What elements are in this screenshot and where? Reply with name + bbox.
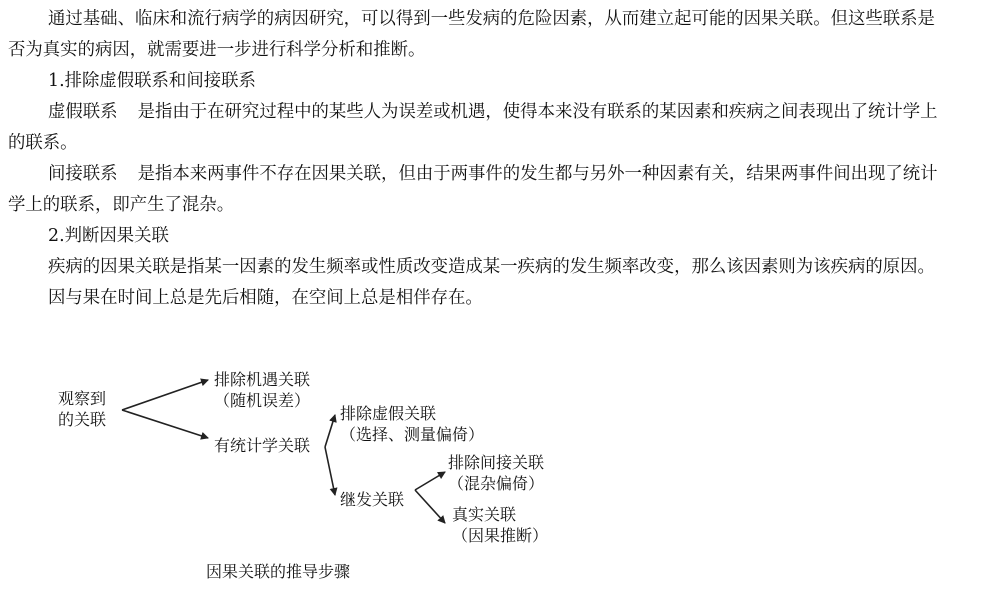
arrow-root-to-statistical <box>122 410 208 438</box>
arrow-secondary-to-true <box>415 490 445 523</box>
term-false-association: 虚假联系 <box>48 102 118 122</box>
causal-inference-diagram <box>40 355 620 595</box>
node-exclude-false: 排除虚假关联 （选择、测量偏倚） <box>340 404 485 444</box>
definition-indirect-association: 是指本来两事件不存在因果关联，但由于两事件的发生都与另外一种因素有关，结果两事件间出现了统计学上的联系，即产生了混杂。 <box>8 164 938 215</box>
paragraph-indirect-association <box>8 159 948 221</box>
node-statistical-association: 有统计学关联 <box>214 436 311 455</box>
paragraph-time-space: 因与果在时间上总是先后相随，在空间上总是相伴存在。 <box>48 288 483 308</box>
arrow-statistical-to-exclude-false <box>325 415 335 447</box>
paragraph-intro: 通过基础、临床和流行病学的病因研究，可以得到一些发病的危险因素，从而建立起可能的因果关联。但这些联系是否为真实的病因，就需要进一步进行科学分析和推断。 <box>8 9 935 60</box>
paragraph-causal-definition: 疾病的因果关联是指某一因素的发生频率或性质改变造成某一疾病的发生频率改变，那么该因素则为该疾病的原因。 <box>48 257 935 277</box>
node-observed-association: 观察到 的关联 <box>58 389 107 429</box>
arrow-root-to-exclude-chance <box>122 380 208 410</box>
node-secondary-association: 继发关联 <box>340 490 405 509</box>
paragraph-false-association <box>8 97 948 159</box>
node-true-association: 真实关联 （因果推断） <box>452 505 549 545</box>
arrow-secondary-to-exclude-indirect <box>415 472 445 490</box>
definition-false-association: 是指由于在研究过程中的某些人为误差或机遇，使得本来没有联系的某因素和疾病之间表现出了统计学上的联系。 <box>8 102 938 153</box>
node-exclude-chance: 排除机遇关联 （随机误差） <box>214 370 311 410</box>
arrow-statistical-to-secondary <box>325 447 335 495</box>
node-exclude-indirect: 排除间接关联 （混杂偏倚） <box>448 453 545 493</box>
term-indirect-association: 间接联系 <box>48 164 118 184</box>
heading-exclude-false: 1.排除虚假联系和间接联系 <box>48 71 256 91</box>
diagram-caption: 因果关联的推导步骤 <box>206 562 351 581</box>
article-body <box>8 4 948 314</box>
heading-causal: 2.判断因果关联 <box>48 226 169 246</box>
